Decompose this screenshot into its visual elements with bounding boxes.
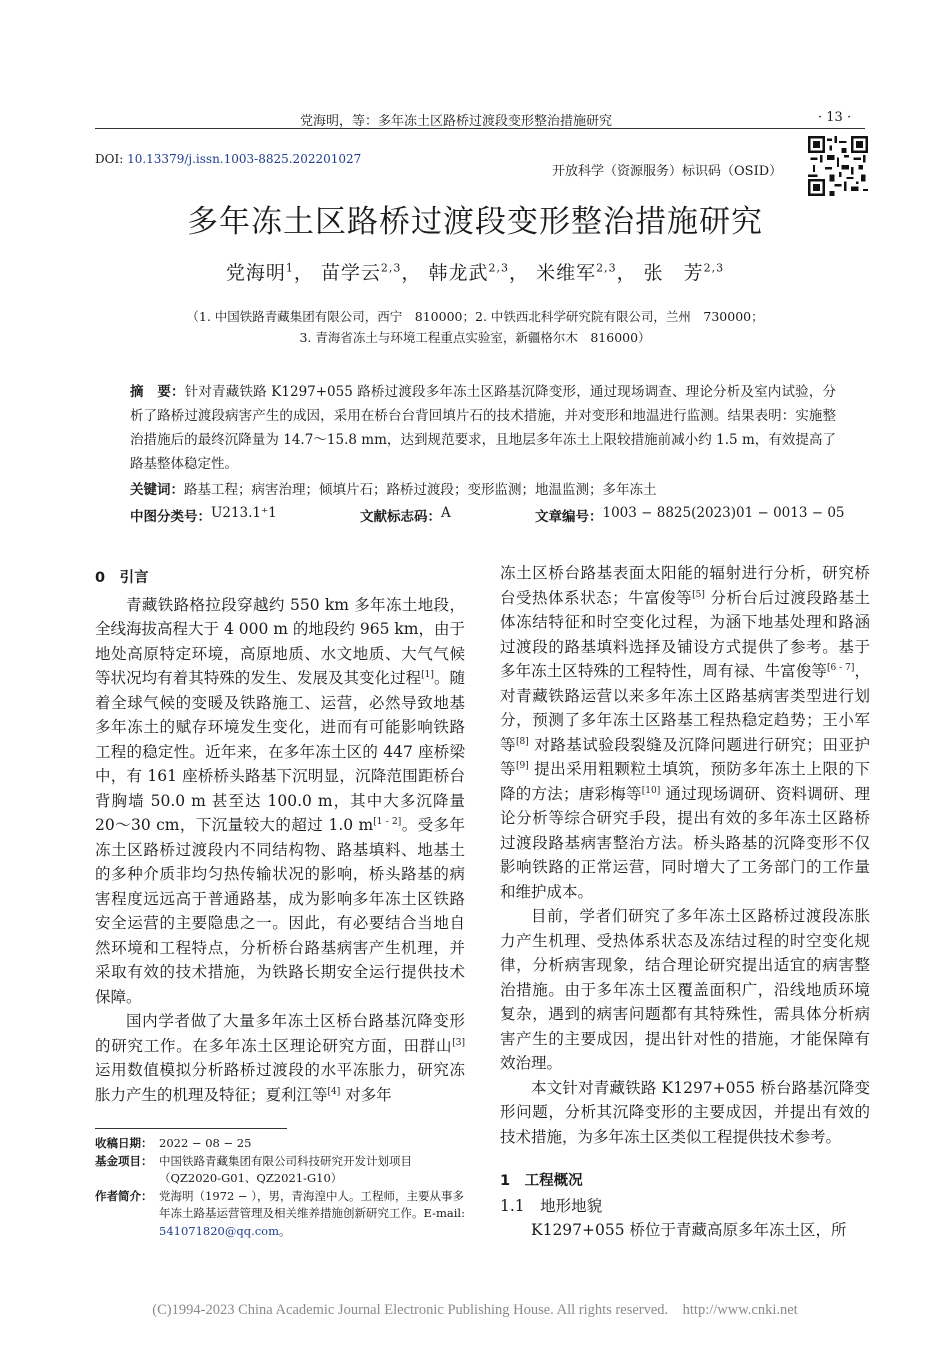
footnotes	[95, 1135, 467, 1240]
section-heading-1-1: 1.1 地形地貌	[500, 1196, 603, 1215]
affiliation-line: （1. 中国铁路青藏集团有限公司，西宁 810000；2. 中铁西北科学研究院有限公司，兰州 730000；	[186, 309, 764, 324]
qr-code-icon[interactable]	[808, 136, 868, 196]
right-paragraph-3: 本文针对青藏铁路 K1297+055 桥台路基沉降变形问题，分析其沉降变形的主要成因，并提出有效的技术措施，为多年冻土区类似工程提供技术参考。	[500, 1078, 870, 1146]
abstract	[130, 380, 836, 476]
article-number-value: 1003 − 8825(2023)01 − 0013 − 05	[602, 505, 845, 521]
author-affiliation-mark: 2,3	[488, 261, 509, 275]
affiliation-line: 3. 青海省冻土与环境工程重点实验室，新疆格尔木 816000）	[299, 330, 651, 345]
right-paragraph-2: 目前，学者们研究了多年冻土区路桥过渡段冻胀力产生机理、受热体系状态及冻结过程的时空变化规律，分析病害现象，结合理论研究提出适宜的病害整治措施。由于多年冻土区覆盖面积广，沿线地质环境复杂，遇到的病害问题都有其特殊性，需具体分析病害产生的主要成因，提出针对性的措施，才能保障有效治理。	[500, 907, 870, 1072]
author-name: 苗学云	[320, 262, 381, 284]
author-name: 米维军	[536, 262, 597, 284]
citation[interactable]: [8]	[516, 736, 529, 747]
doc-code-value: A	[441, 505, 451, 521]
doi-line	[95, 152, 361, 166]
copyright-footer: (C)1994-2023 China Academic Journal Electronic Publishing House. All rights reserved. http://www.cnki.net	[152, 1302, 798, 1318]
keywords-text: 路基工程；病害治理；倾填片石；路桥过渡段；变形监测；地温监测；多年冻土	[184, 482, 657, 498]
paper-title: 多年冻土区路桥过渡段变形整治措施研究	[187, 204, 763, 240]
abstract-text: 针对青藏铁路 K1297+055 路桥过渡段多年冻土区路基沉降变形，通过现场调查、理论分析及室内试验，分析了路桥过渡段病害产生的成因，采用在桥台台背回填片石的技术措施，并对变形和地温进行监测。结果表明：实施整治措施后的最终沉降量为 14.7～15.8 mm，达到规范要求，且地层多年冻土上限较措施前减小约 1.5 m，有效提高了路基整体稳定性。	[130, 384, 836, 472]
citation[interactable]: [10]	[641, 785, 661, 796]
affiliations	[0, 306, 950, 348]
author-name: 党海明	[225, 262, 286, 284]
osid-label: 开放科学（资源服务）标识码（OSID）	[552, 164, 783, 179]
author-affiliation-mark: 2,3	[703, 261, 725, 275]
clc-value: U213.1⁺1	[211, 505, 277, 521]
citation[interactable]: [9]	[516, 760, 529, 771]
author-affiliation-mark: 2,3	[380, 261, 402, 275]
section-heading-intro: 0 引言	[95, 570, 149, 586]
citation[interactable]: [6 - 7]	[827, 662, 855, 673]
footnote-author: 作者简介： 党海明（1972 − ），男，青海湟中人。工程师，主要从事多年冻土路基运营管理及相关维养措施创新研究工作。E-mail: 541071820@qq.com。	[95, 1188, 465, 1238]
doi-link[interactable]: 10.13379/j.issn.1003-8825.202201027	[127, 152, 362, 166]
author-name: 张 芳	[643, 262, 704, 284]
author-list: 党海明$^1$， 苗学云$^{2,3}$， 韩龙武$^{2,3}$， 米维军$^{2,3}$， 张 芳$^{2,3}$	[225, 261, 725, 284]
footnote-rule	[95, 1128, 287, 1129]
header-rule	[95, 128, 865, 129]
footnote-received: 收稿日期： 2022 − 08 − 25	[95, 1136, 252, 1150]
author-affiliation-mark: 1	[285, 261, 294, 275]
citation[interactable]: [1]	[421, 669, 434, 680]
intro-paragraph-1: 青藏铁路格拉段穿越约 550 km 多年冻土地段，全线海拔高程大于 4 000 m 的地段约 965 km，由于地处高原特定环境，高原地质、水文地质、大气气候等状况均有着其特殊的发生、发展及其变化过程[1]。随着全球气候的变暖及铁路施工、运营，必然导致地基多年冻土的赋存环境发生变化，进而有可能影响铁路工程的稳定性。近年来，在多年冻土区的 447 座桥梁中，有 161 座桥桥头路基下沉明显，沉降范围距桥台背胸墙 50.0 m 甚至达 100.0 m，其中大多沉降量 20～30 cm，下沉量较大的超过 1.0 m[1 - 2]。受多年冻土区路桥过渡段内不同结构物、路基填料、地基土的多种介质非均匀热传输状况的影响，桥头路基的病害程度远远高于普通路基，成为影响多年冻土区铁路安全运营的主要隐患之一。因此，有必要结合当地自然环境和工程特点，分析桥台路基病害产生机理，并采取有效的技术措施，为铁路长期安全运行提供技术保障。	[95, 595, 465, 1006]
citation[interactable]: [4]	[327, 1086, 341, 1097]
abstract-label: 摘 要：	[130, 384, 185, 400]
keywords	[130, 478, 836, 502]
intro-paragraph-2: 国内学者做了大量多年冻土区桥台路基沉降变形的研究工作。在多年冻土区理论研究方面，田群山[3] 运用数值模拟分析路桥过渡段的水平冻胀力，研究冻胀力产生的机理及特征；夏利江等[4] 对多年	[95, 1012, 465, 1104]
author-affiliation-mark: 2,3	[596, 261, 617, 275]
left-column	[95, 566, 465, 1107]
right-column	[500, 561, 870, 1243]
page-number: · 13 ·	[818, 110, 852, 125]
citation[interactable]: [5]	[692, 589, 705, 600]
right-paragraph-1: 冻土区桥台路基表面太阳能的辐射进行分析，研究桥台受热体系状态；牛富俊等[5] 分析台后过渡段路基土体冻结特征和时空变化过程，为涵下地基处理和路涵过渡段的路基填料选择及铺设方式提供了参考。基于多年冻土区特殊的工程特性，周有禄、牛富俊等[6 - 7]，对青藏铁路运营以来多年冻土区路基病害类型进行划分，预测了多年冻土区路基工程热稳定趋势；王小军等[8] 对路基试验段裂缝及沉降问题进行研究；田亚护等[9] 提出采用粗颗粒土填筑，预防多年冻土上限的下降的方法；唐彩梅等[10] 通过现场调研、资料调研、理论分析等综合研究手段，提出有效的多年冻土区路桥过渡段路基病害整治方法。桥头路基的沉降变形不仅影响铁路的正常运营，同时增大了工务部门的工作量和维护成本。	[500, 564, 870, 901]
running-title: 党海明，等：多年冻土区路桥过渡段变形整治措施研究	[300, 114, 613, 129]
section-1-1-paragraph: K1297+055 桥位于青藏高原多年冻土区，所	[531, 1221, 847, 1239]
email-link[interactable]: 541071820@qq.com	[159, 1223, 279, 1238]
citation[interactable]: [3]	[452, 1037, 465, 1048]
article-number-label: 文章编号：	[535, 509, 603, 525]
citation[interactable]: [1 - 2]	[373, 816, 402, 827]
author-name: 韩龙武	[428, 262, 489, 284]
clc-label: 中图分类号：	[130, 509, 211, 525]
keywords-label: 关键词：	[130, 482, 184, 498]
section-heading-1: 1 工程概况	[500, 1173, 583, 1189]
footnote-fund: 基金项目： 中国铁路青藏集团有限公司科技研究开发计划项目（QZ2020-G01、QZ2021-G10）	[95, 1153, 412, 1185]
running-header	[0, 106, 950, 130]
doi-label: DOI:	[95, 152, 124, 166]
doc-code-label: 文献标志码：	[360, 509, 441, 525]
